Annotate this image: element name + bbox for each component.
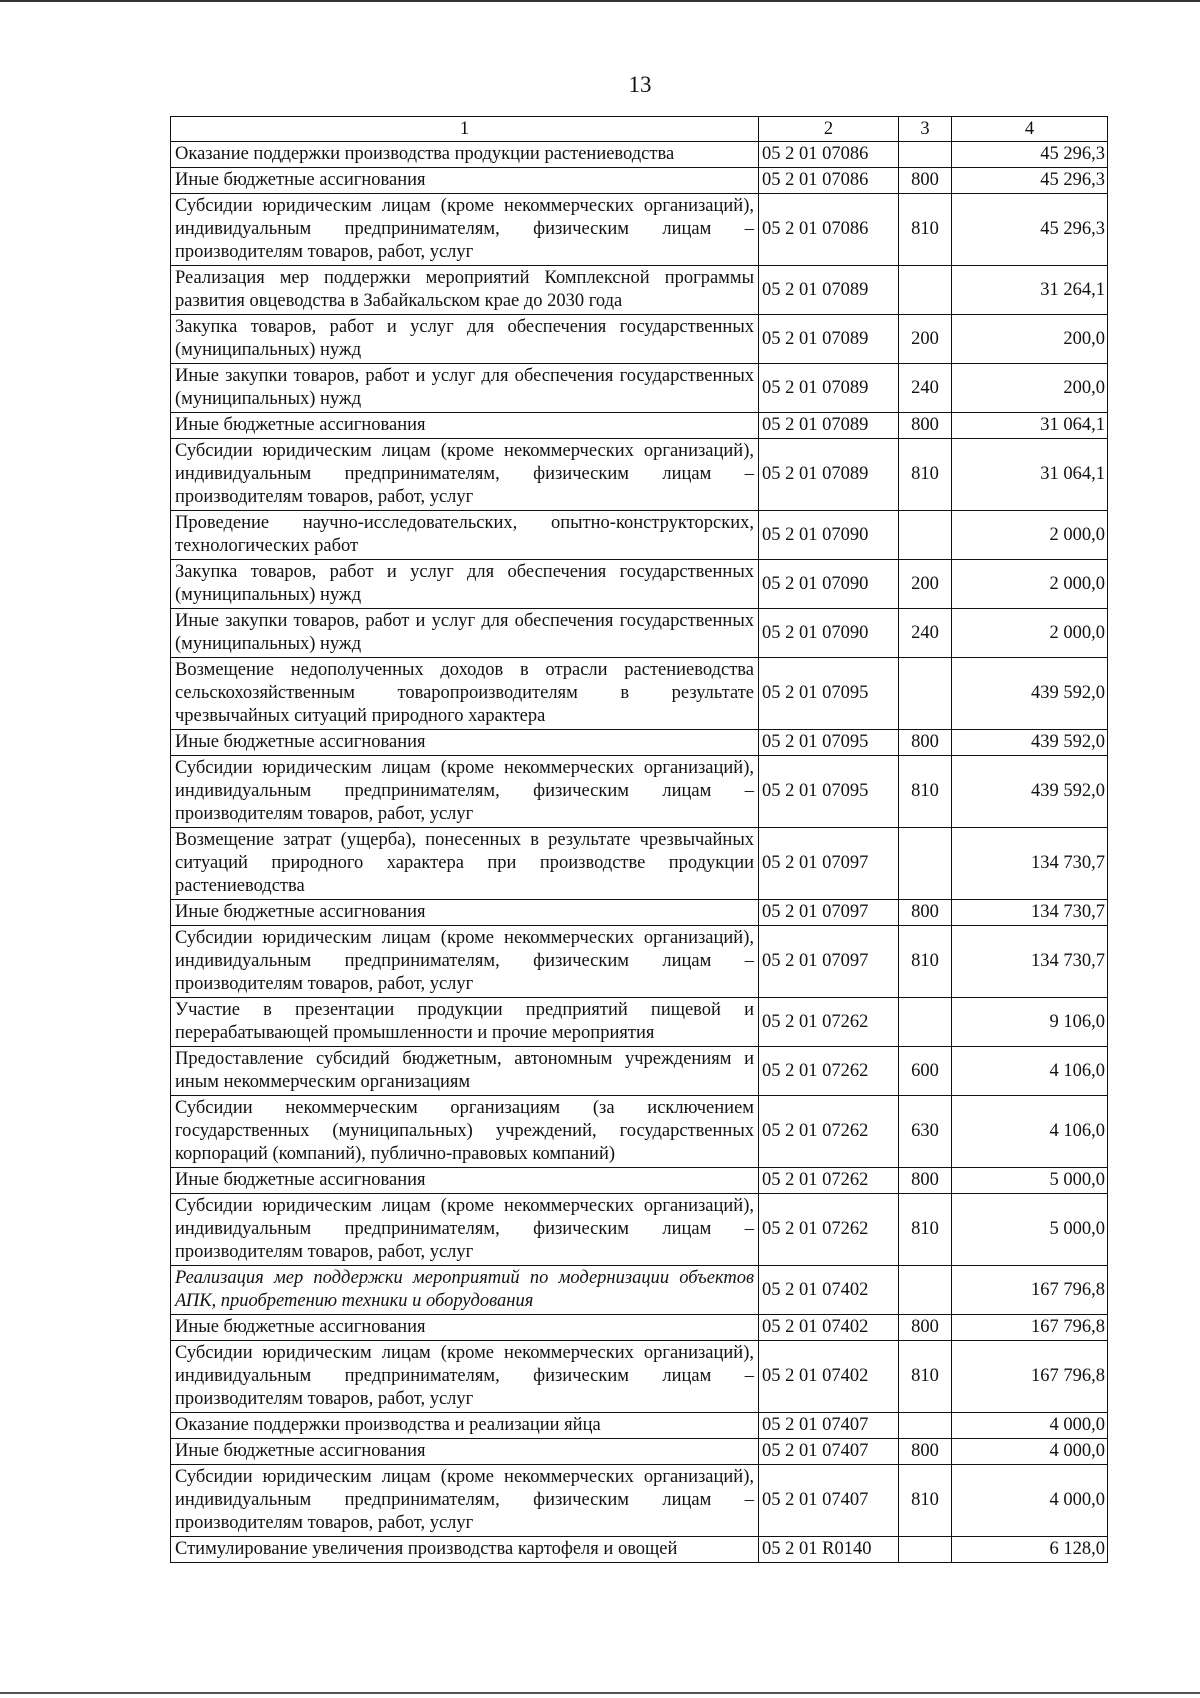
table-header-row — [171, 117, 1108, 142]
row-name-cell: Субсидии юридическим лицам (кроме некоммерческих организаций), индивидуальным предпринимателям, физическим лицам – производителям товаров, работ, услуг — [171, 756, 759, 828]
row-type-cell: 240 — [899, 364, 952, 413]
row-name-cell: Иные закупки товаров, работ и услуг для обеспечения государственных (муниципальных) нужд — [171, 364, 759, 413]
row-type-cell: 800 — [899, 168, 952, 194]
row-name-cell: Иные бюджетные ассигнования — [171, 1439, 759, 1465]
row-type-cell: 200 — [899, 560, 952, 609]
top-border-line — [0, 0, 1200, 2]
table-row — [171, 900, 1108, 926]
row-amount-cell: 6 128,0 — [952, 1537, 1108, 1563]
row-code-cell: 05 2 01 07402 — [759, 1341, 899, 1413]
row-code-cell: 05 2 01 07262 — [759, 1047, 899, 1096]
row-type-cell: 810 — [899, 1465, 952, 1537]
row-name-cell: Субсидии некоммерческим организациям (за исключением государственных (муниципальных) учреждений, государственных корпораций (компаний), публично-правовых компаний) — [171, 1096, 759, 1168]
table-row — [171, 1413, 1108, 1439]
row-name-cell: Возмещение затрат (ущерба), понесенных в результате чрезвычайных ситуаций природного характера при производстве продукции растениеводства — [171, 828, 759, 900]
row-type-cell: 810 — [899, 756, 952, 828]
row-type-cell: 810 — [899, 1194, 952, 1266]
row-type-cell: 630 — [899, 1096, 952, 1168]
column-header-1: 1 — [171, 117, 759, 142]
row-amount-cell: 31 064,1 — [952, 439, 1108, 511]
row-amount-cell: 31 064,1 — [952, 413, 1108, 439]
row-code-cell: 05 2 01 07090 — [759, 560, 899, 609]
row-code-cell: 05 2 01 07262 — [759, 1168, 899, 1194]
row-type-cell: 800 — [899, 1168, 952, 1194]
page-number: 13 — [628, 72, 652, 97]
table-row — [171, 413, 1108, 439]
row-code-cell: 05 2 01 07089 — [759, 364, 899, 413]
row-name-cell: Иные бюджетные ассигнования — [171, 413, 759, 439]
row-type-cell — [899, 1537, 952, 1563]
row-code-cell: 05 2 01 07089 — [759, 439, 899, 511]
row-code-cell: 05 2 01 07095 — [759, 730, 899, 756]
row-type-cell: 810 — [899, 926, 952, 998]
column-header-4: 4 — [952, 117, 1108, 142]
row-type-cell — [899, 658, 952, 730]
row-code-cell: 05 2 01 07089 — [759, 413, 899, 439]
row-type-cell: 240 — [899, 609, 952, 658]
row-type-cell: 810 — [899, 1341, 952, 1413]
row-name-cell: Стимулирование увеличения производства картофеля и овощей — [171, 1537, 759, 1563]
row-name-cell: Иные бюджетные ассигнования — [171, 900, 759, 926]
table-row — [171, 1194, 1108, 1266]
row-amount-cell: 2 000,0 — [952, 609, 1108, 658]
row-code-cell: 05 2 01 07262 — [759, 998, 899, 1047]
row-code-cell: 05 2 01 07086 — [759, 142, 899, 168]
row-amount-cell: 200,0 — [952, 315, 1108, 364]
row-code-cell: 05 2 01 07407 — [759, 1465, 899, 1537]
row-amount-cell: 2 000,0 — [952, 560, 1108, 609]
row-amount-cell: 439 592,0 — [952, 756, 1108, 828]
row-name-cell: Предоставление субсидий бюджетным, автономным учреждениям и иным некоммерческим организациям — [171, 1047, 759, 1096]
row-code-cell: 05 2 01 07086 — [759, 194, 899, 266]
row-type-cell — [899, 142, 952, 168]
row-type-cell: 800 — [899, 413, 952, 439]
row-name-cell: Иные бюджетные ассигнования — [171, 168, 759, 194]
row-type-cell — [899, 1266, 952, 1315]
row-amount-cell: 9 106,0 — [952, 998, 1108, 1047]
table-row — [171, 560, 1108, 609]
table-row — [171, 1341, 1108, 1413]
row-type-cell — [899, 511, 952, 560]
table-row — [171, 1315, 1108, 1341]
row-code-cell: 05 2 01 07097 — [759, 828, 899, 900]
row-code-cell: 05 2 01 07402 — [759, 1315, 899, 1341]
row-type-cell: 800 — [899, 1439, 952, 1465]
row-name-cell: Иные бюджетные ассигнования — [171, 1315, 759, 1341]
row-amount-cell: 200,0 — [952, 364, 1108, 413]
row-code-cell: 05 2 01 07089 — [759, 315, 899, 364]
table-row — [171, 828, 1108, 900]
row-type-cell — [899, 998, 952, 1047]
row-name-cell: Субсидии юридическим лицам (кроме некоммерческих организаций), индивидуальным предпринимателям, физическим лицам – производителям товаров, работ, услуг — [171, 1341, 759, 1413]
row-code-cell: 05 2 01 07097 — [759, 926, 899, 998]
table-row — [171, 998, 1108, 1047]
table-row — [171, 609, 1108, 658]
row-amount-cell: 5 000,0 — [952, 1168, 1108, 1194]
table-row — [171, 756, 1108, 828]
row-type-cell: 200 — [899, 315, 952, 364]
row-name-cell: Проведение научно-исследовательских, опытно-конструкторских, технологических работ — [171, 511, 759, 560]
table-row — [171, 926, 1108, 998]
row-amount-cell: 45 296,3 — [952, 168, 1108, 194]
row-name-cell: Закупка товаров, работ и услуг для обеспечения государственных (муниципальных) нужд — [171, 315, 759, 364]
row-amount-cell: 134 730,7 — [952, 900, 1108, 926]
table-row — [171, 1537, 1108, 1563]
row-amount-cell: 439 592,0 — [952, 658, 1108, 730]
row-code-cell: 05 2 01 07089 — [759, 266, 899, 315]
table-row — [171, 1096, 1108, 1168]
table-row — [171, 364, 1108, 413]
row-type-cell: 600 — [899, 1047, 952, 1096]
row-amount-cell: 167 796,8 — [952, 1315, 1108, 1341]
row-type-cell: 800 — [899, 1315, 952, 1341]
row-code-cell: 05 2 01 07402 — [759, 1266, 899, 1315]
row-type-cell: 810 — [899, 439, 952, 511]
row-name-cell: Субсидии юридическим лицам (кроме некоммерческих организаций), индивидуальным предпринимателям, физическим лицам – производителям товаров, работ, услуг — [171, 194, 759, 266]
row-code-cell: 05 2 01 07407 — [759, 1413, 899, 1439]
row-name-cell: Субсидии юридическим лицам (кроме некоммерческих организаций), индивидуальным предпринимателям, физическим лицам – производителям товаров, работ, услуг — [171, 926, 759, 998]
table-row — [171, 1168, 1108, 1194]
table-row — [171, 1266, 1108, 1315]
row-amount-cell: 167 796,8 — [952, 1341, 1108, 1413]
row-name-cell: Субсидии юридическим лицам (кроме некоммерческих организаций), индивидуальным предпринимателям, физическим лицам – производителям товаров, работ, услуг — [171, 1194, 759, 1266]
row-name-cell: Реализация мер поддержки мероприятий Комплексной программы развития овцеводства в Забайкальском крае до 2030 года — [171, 266, 759, 315]
table-row — [171, 439, 1108, 511]
row-name-cell: Реализация мер поддержки мероприятий по модернизации объектов АПК, приобретению техники и оборудования — [171, 1266, 759, 1315]
row-amount-cell: 45 296,3 — [952, 194, 1108, 266]
row-amount-cell: 2 000,0 — [952, 511, 1108, 560]
row-name-cell: Оказание поддержки производства и реализации яйца — [171, 1413, 759, 1439]
row-amount-cell: 45 296,3 — [952, 142, 1108, 168]
row-code-cell: 05 2 01 07262 — [759, 1096, 899, 1168]
row-code-cell: 05 2 01 07095 — [759, 756, 899, 828]
row-name-cell: Иные бюджетные ассигнования — [171, 1168, 759, 1194]
row-amount-cell: 4 000,0 — [952, 1465, 1108, 1537]
row-name-cell: Субсидии юридическим лицам (кроме некоммерческих организаций), индивидуальным предпринимателям, физическим лицам – производителям товаров, работ, услуг — [171, 1465, 759, 1537]
column-header-3: 3 — [899, 117, 952, 142]
row-amount-cell: 5 000,0 — [952, 1194, 1108, 1266]
row-name-cell: Участие в презентации продукции предприятий пищевой и перерабатывающей промышленности и прочие мероприятия — [171, 998, 759, 1047]
row-amount-cell: 4 000,0 — [952, 1439, 1108, 1465]
table-row — [171, 1465, 1108, 1537]
row-amount-cell: 4 106,0 — [952, 1047, 1108, 1096]
table-row — [171, 730, 1108, 756]
column-header-2: 2 — [759, 117, 899, 142]
table-row — [171, 1047, 1108, 1096]
row-amount-cell: 31 264,1 — [952, 266, 1108, 315]
row-name-cell: Оказание поддержки производства продукции растениеводства — [171, 142, 759, 168]
bottom-border-line — [0, 1692, 1200, 1694]
table-body — [171, 142, 1108, 1563]
table-row — [171, 194, 1108, 266]
row-amount-cell: 4 000,0 — [952, 1413, 1108, 1439]
table-row — [171, 142, 1108, 168]
row-type-cell — [899, 828, 952, 900]
row-code-cell: 05 2 01 07097 — [759, 900, 899, 926]
table-row — [171, 1439, 1108, 1465]
row-amount-cell: 134 730,7 — [952, 828, 1108, 900]
row-type-cell — [899, 1413, 952, 1439]
row-type-cell: 800 — [899, 730, 952, 756]
row-code-cell: 05 2 01 07095 — [759, 658, 899, 730]
row-amount-cell: 4 106,0 — [952, 1096, 1108, 1168]
table-row — [171, 658, 1108, 730]
row-type-cell: 810 — [899, 194, 952, 266]
row-name-cell: Иные закупки товаров, работ и услуг для обеспечения государственных (муниципальных) нужд — [171, 609, 759, 658]
table-row — [171, 511, 1108, 560]
row-name-cell: Возмещение недополученных доходов в отрасли растениеводства сельскохозяйственным товаропроизводителям в результате чрезвычайных ситуаций природного характера — [171, 658, 759, 730]
table-row — [171, 315, 1108, 364]
row-code-cell: 05 2 01 07086 — [759, 168, 899, 194]
row-name-cell: Субсидии юридическим лицам (кроме некоммерческих организаций), индивидуальным предпринимателям, физическим лицам – производителям товаров, работ, услуг — [171, 439, 759, 511]
row-name-cell: Иные бюджетные ассигнования — [171, 730, 759, 756]
budget-table — [170, 116, 1108, 1563]
row-code-cell: 05 2 01 07407 — [759, 1439, 899, 1465]
row-code-cell: 05 2 01 07090 — [759, 511, 899, 560]
row-amount-cell: 439 592,0 — [952, 730, 1108, 756]
row-name-cell: Закупка товаров, работ и услуг для обеспечения государственных (муниципальных) нужд — [171, 560, 759, 609]
row-code-cell: 05 2 01 R0140 — [759, 1537, 899, 1563]
row-type-cell: 800 — [899, 900, 952, 926]
row-amount-cell: 134 730,7 — [952, 926, 1108, 998]
table-row — [171, 168, 1108, 194]
row-code-cell: 05 2 01 07262 — [759, 1194, 899, 1266]
row-amount-cell: 167 796,8 — [952, 1266, 1108, 1315]
row-type-cell — [899, 266, 952, 315]
table-row — [171, 266, 1108, 315]
row-code-cell: 05 2 01 07090 — [759, 609, 899, 658]
